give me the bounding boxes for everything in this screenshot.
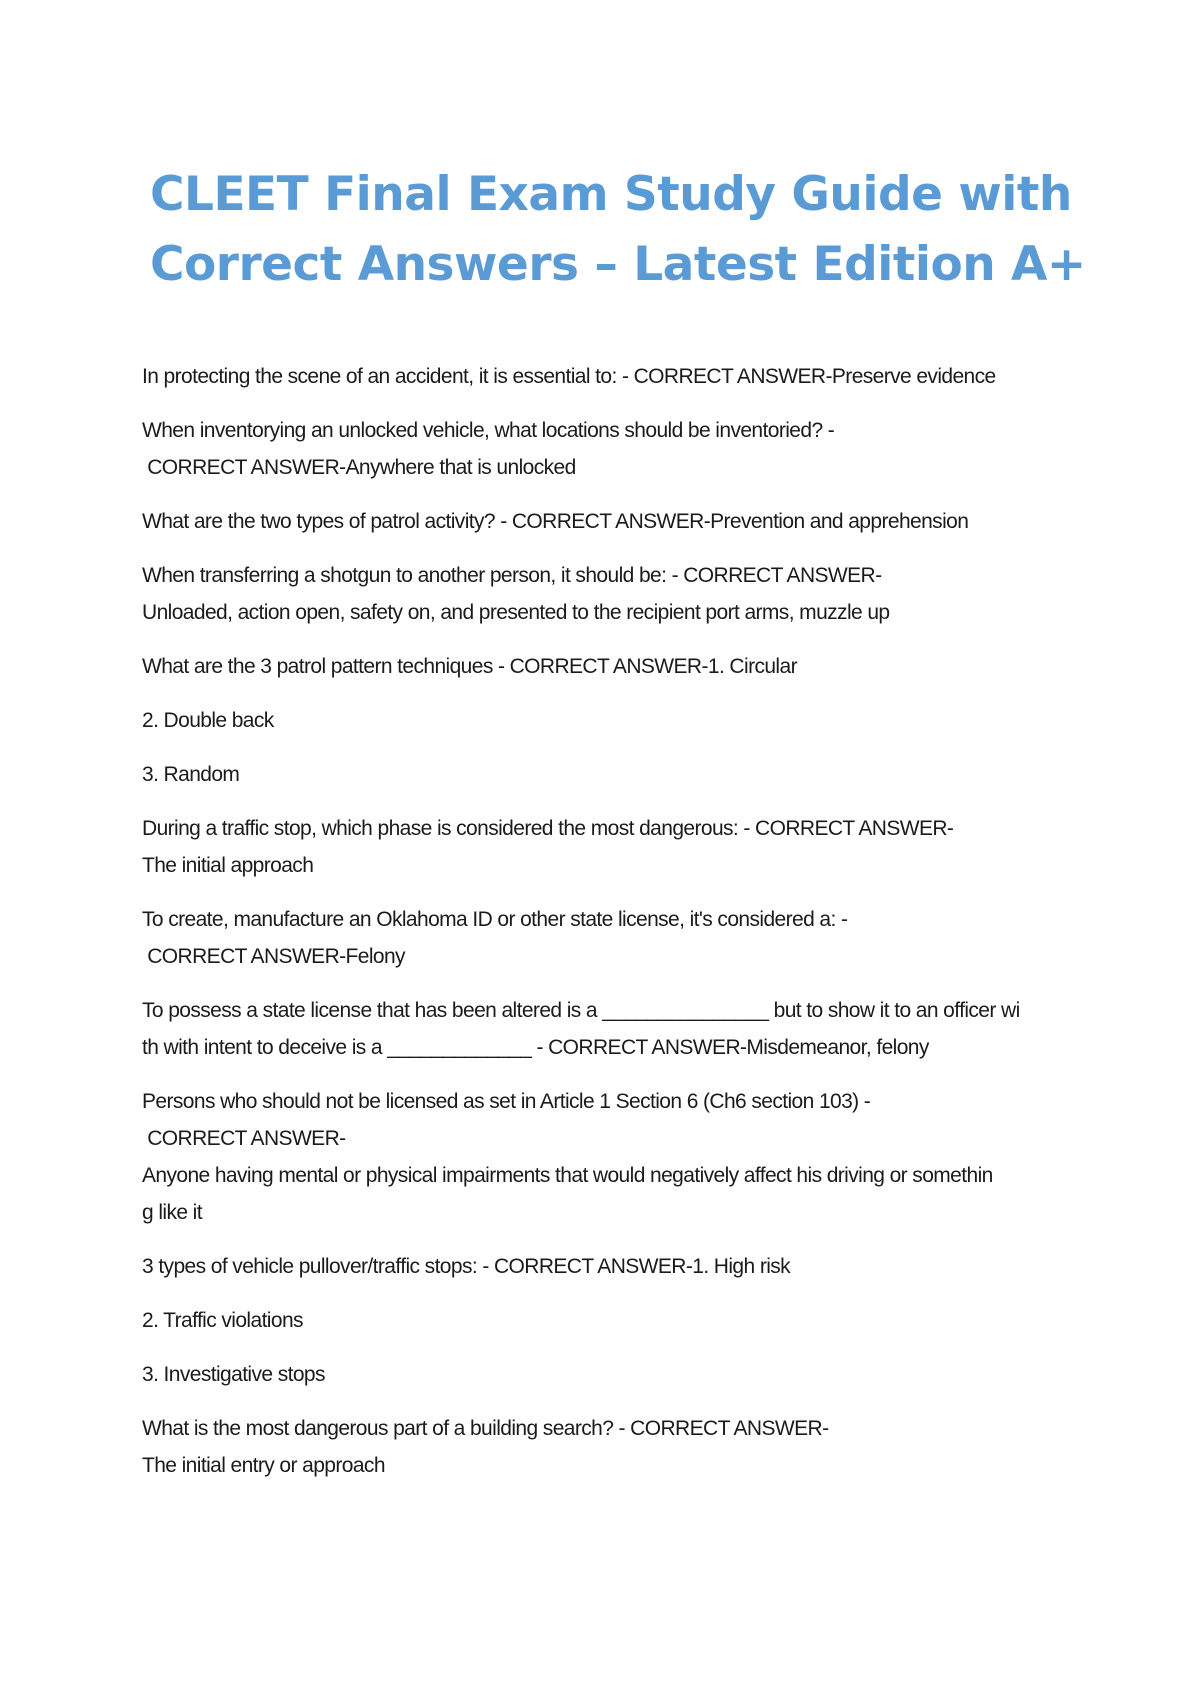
qa-paragraph <box>142 992 1062 1066</box>
text-line: The initial approach <box>142 854 314 877</box>
qa-paragraph <box>142 810 1062 884</box>
qa-paragraph <box>142 1410 1062 1484</box>
text-line: 3. Random <box>142 763 240 786</box>
text-line: Unloaded, action open, safety on, and presented to the recipient port arms, muzzle up <box>142 601 890 624</box>
title-line-1: CLEET Final Exam Study Guide with <box>150 167 1072 222</box>
text-line: CORRECT ANSWER-Felony <box>142 945 405 968</box>
qa-paragraph <box>142 358 1062 395</box>
text-line: CORRECT ANSWER- <box>142 1127 346 1150</box>
text-line: Persons who should not be licensed as set in Article 1 Section 6 (Ch6 section 103) - <box>142 1090 871 1113</box>
text-line: When inventorying an unlocked vehicle, what locations should be inventoried? - <box>142 419 835 442</box>
list-item <box>142 1356 1062 1393</box>
qa-paragraph <box>142 412 1062 486</box>
text-line: To possess a state license that has been altered is a _______________ but to show it to an officer wi <box>142 999 1020 1022</box>
text-line: What is the most dangerous part of a building search? - CORRECT ANSWER- <box>142 1417 829 1440</box>
text-line: CORRECT ANSWER-Anywhere that is unlocked <box>142 456 576 479</box>
text-line: To create, manufacture an Oklahoma ID or other state license, it's considered a: - <box>142 908 848 931</box>
text-line: Anyone having mental or physical impairments that would negatively affect his driving or somethin <box>142 1164 993 1187</box>
text-line: When transferring a shotgun to another person, it should be: - CORRECT ANSWER- <box>142 564 882 587</box>
qa-paragraph <box>142 557 1062 631</box>
title-line-2: Correct Answers – Latest Edition A+ <box>150 237 1086 292</box>
text-line: 3 types of vehicle pullover/traffic stops: - CORRECT ANSWER-1. High risk <box>142 1255 791 1278</box>
text-line: 2. Traffic violations <box>142 1309 303 1332</box>
text-line: 3. Investigative stops <box>142 1363 325 1386</box>
qa-paragraph <box>142 1083 1062 1231</box>
document-title <box>150 160 1086 300</box>
qa-paragraph <box>142 1248 1062 1285</box>
list-item <box>142 756 1062 793</box>
text-line: g like it <box>142 1201 202 1224</box>
qa-paragraph <box>142 648 1062 685</box>
text-line: What are the 3 patrol pattern techniques - CORRECT ANSWER-1. Circular <box>142 655 797 678</box>
document-body <box>142 358 1062 1501</box>
text-line: th with intent to deceive is a _____________ - CORRECT ANSWER-Misdemeanor, felony <box>142 1036 929 1059</box>
text-line: 2. Double back <box>142 709 274 732</box>
qa-paragraph <box>142 901 1062 975</box>
qa-paragraph <box>142 503 1062 540</box>
list-item <box>142 702 1062 739</box>
list-item <box>142 1302 1062 1339</box>
text-line: What are the two types of patrol activity? - CORRECT ANSWER-Prevention and apprehension <box>142 510 969 533</box>
text-line: The initial entry or approach <box>142 1454 385 1477</box>
text-line: During a traffic stop, which phase is considered the most dangerous: - CORRECT ANSWER- <box>142 817 954 840</box>
text-line: In protecting the scene of an accident, it is essential to: - CORRECT ANSWER-Preserve evidence <box>142 365 996 388</box>
